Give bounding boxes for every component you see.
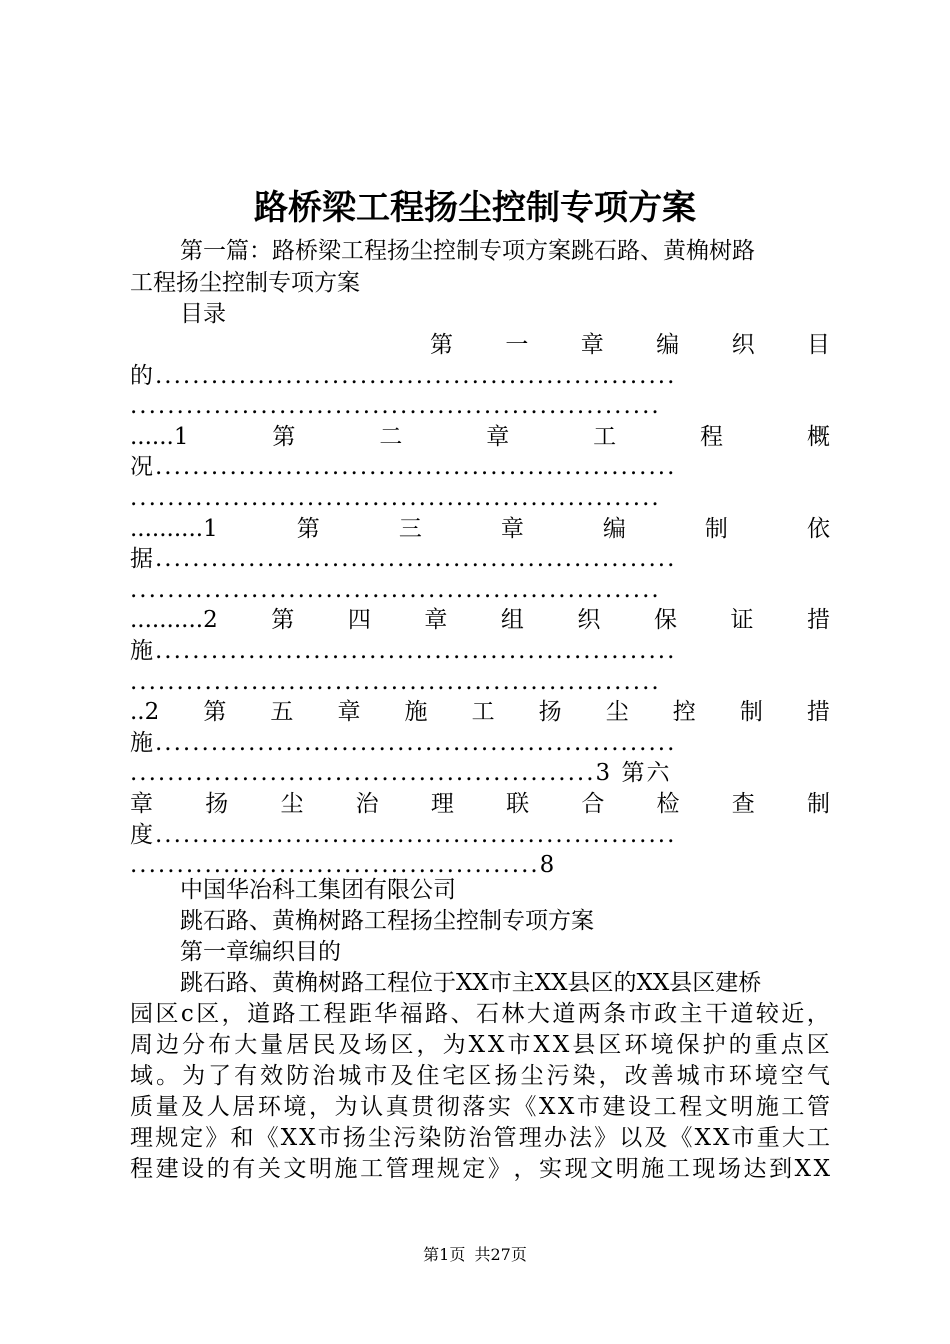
toc-token: 第 [271, 607, 295, 633]
company-name: 中国华冶科工集团有限公司 [180, 877, 456, 903]
toc-token: 织 [731, 332, 755, 358]
toc-line: 据........................................................ [130, 546, 677, 572]
toc-token: 章 [337, 699, 361, 725]
toc-line: 度........................................................ [130, 822, 677, 848]
page-total: 共27页 [474, 1245, 527, 1264]
toc-token: 二 [379, 424, 403, 450]
body-line: 园 区 c 区 ， 道 路 工 程 距 华 福 路 、 石 林 大 道 两 条 市 政 主 干 道 较 近 ， [130, 1001, 830, 1027]
toc-token: ..2 [130, 699, 160, 725]
toc-token: 合 [581, 791, 605, 817]
toc-token: 第 [203, 699, 227, 725]
toc-token: 证 [730, 607, 754, 633]
toc-line: ......................................................... [130, 669, 661, 695]
toc-line: ......................................................... [130, 393, 661, 419]
intro-line-2: 工程扬尘控制专项方案 [130, 270, 360, 296]
toc-token: 章 [424, 607, 448, 633]
body-line: 周 边 分 布 大 量 居 民 及 场 区 ， 为 X X 市 X X 县 区 环 境 保 护 的 重 点 区 [130, 1032, 830, 1058]
toc-line: 的........................................................ [130, 363, 677, 389]
toc-token: 第 [296, 516, 320, 542]
toc-token: 织 [577, 607, 601, 633]
toc-token: 尘 [280, 791, 304, 817]
toc-line [130, 697, 830, 727]
toc-line: ......................................................... [130, 485, 661, 511]
toc-token: 制 [704, 516, 728, 542]
toc-token: 章 [486, 424, 510, 450]
toc-token: 措 [806, 699, 830, 725]
toc-line: ............................................8 [130, 852, 557, 878]
toc-token: 施 [404, 699, 428, 725]
toc-line [430, 330, 830, 360]
chapter-1-heading: 第一章编织目的 [180, 939, 341, 965]
toc-token: 四 [347, 607, 371, 633]
toc-token: 保 [653, 607, 677, 633]
body-line: 跳石路、黄桷树路工程位于XX市主XX县区的XX县区建桥 [180, 970, 762, 996]
toc-token: ......1 [130, 424, 189, 450]
toc-token: 概 [806, 424, 830, 450]
toc-token: 联 [506, 791, 530, 817]
page-number: 第1页 [423, 1245, 466, 1264]
toc-line: 施........................................................ [130, 638, 677, 664]
body-line: 理 规 定 》 和 《 X X 市 扬 尘 污 染 防 治 管 理 办 法 》 以 及 《 X X 市 重 大 工 [130, 1125, 830, 1151]
toc-token: 章 [580, 332, 604, 358]
toc-token: ..........1 [130, 516, 218, 542]
toc-token: ..........2 [130, 607, 218, 633]
toc-token: 制 [739, 699, 763, 725]
toc-token: 编 [656, 332, 680, 358]
toc-token: 控 [672, 699, 696, 725]
toc-token: 第 [272, 424, 296, 450]
toc-line [130, 605, 830, 635]
toc-line: ..................................................3 第六 [130, 760, 672, 786]
toc-token: 五 [270, 699, 294, 725]
toc-token: 措 [807, 607, 830, 633]
toc-line: ......................................................... [130, 577, 661, 603]
document-title: 路桥梁工程扬尘控制专项方案 [254, 188, 696, 228]
toc-token: 尘 [605, 699, 629, 725]
toc-token: 查 [731, 791, 755, 817]
document-subtitle: 跳石路、黄桷树路工程扬尘控制专项方案 [180, 908, 594, 934]
toc-line: 施........................................................ [130, 730, 677, 756]
toc-token: 目 [806, 332, 830, 358]
toc-line [130, 422, 830, 452]
toc-token: 程 [700, 424, 724, 450]
body-line: 程 建 设 的 有 关 文 明 施 工 管 理 规 定 》 ， 实 现 文 明 施 工 现 场 达 到 X X [130, 1156, 830, 1182]
page-footer [0, 1244, 950, 1266]
toc-token: 章 [130, 791, 153, 817]
intro-line-1: 第一篇：路桥梁工程扬尘控制专项方案跳石路、黄桷树路 [180, 238, 755, 264]
toc-token: 扬 [538, 699, 562, 725]
body-line: 域 。 为 了 有 效 防 治 城 市 及 住 宅 区 扬 尘 污 染 ， 改 善 城 市 环 境 空 气 [130, 1063, 830, 1089]
toc-token: 第 [430, 332, 453, 358]
toc-token: 扬 [205, 791, 229, 817]
toc-line: 况........................................................ [130, 454, 677, 480]
toc-token: 制 [806, 791, 830, 817]
toc-token: 三 [398, 516, 422, 542]
toc-heading: 目录 [180, 301, 226, 327]
toc-token: 理 [430, 791, 454, 817]
toc-token: 章 [500, 516, 524, 542]
toc-token: 工 [471, 699, 495, 725]
toc-line [130, 789, 830, 819]
toc-token: 检 [656, 791, 680, 817]
toc-token: 依 [806, 516, 830, 542]
toc-token: 治 [355, 791, 379, 817]
toc-token: 工 [593, 424, 617, 450]
toc-token: 组 [500, 607, 524, 633]
body-line: 质 量 及 人 居 环 境 ， 为 认 真 贯 彻 落 实 《 X X 市 建 设 工 程 文 明 施 工 管 [130, 1094, 830, 1120]
toc-token: 编 [602, 516, 626, 542]
toc-token: 一 [505, 332, 529, 358]
toc-line [130, 514, 830, 544]
